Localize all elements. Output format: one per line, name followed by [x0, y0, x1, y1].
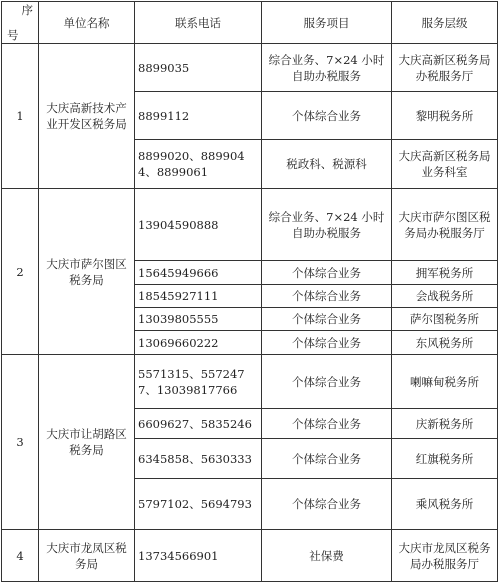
service-cell: 综合业务、7×24 小时自助办税服务 — [262, 189, 392, 261]
header-row — [2, 2, 498, 44]
table-row — [2, 189, 498, 261]
level-cell: 会战税务所 — [392, 285, 498, 308]
service-cell: 个体综合业务 — [262, 285, 392, 308]
level-cell: 大庆高新区税务局办税服务厅 — [392, 44, 498, 92]
group-index: 3 — [2, 355, 39, 530]
phone-cell: 8899020、8899044、8899061 — [135, 140, 262, 189]
tax-office-contact-table — [1, 1, 498, 582]
unit-name: 大庆高新技术产业开发区税务局 — [39, 44, 135, 189]
group-index: 2 — [2, 189, 39, 355]
phone-cell: 5797102、5694793 — [135, 479, 262, 530]
level-cell: 红旗税务所 — [392, 439, 498, 479]
phone-cell: 13039805555 — [135, 308, 262, 331]
level-cell: 大庆市萨尔图区税务局办税服务厅 — [392, 189, 498, 261]
header-level: 服务层级 — [392, 2, 498, 44]
header-service: 服务项目 — [262, 2, 392, 44]
service-cell: 个体综合业务 — [262, 331, 392, 355]
phone-cell: 13904590888 — [135, 189, 262, 261]
service-cell: 个体综合业务 — [262, 479, 392, 530]
unit-name: 大庆市萨尔图区税务局 — [39, 189, 135, 355]
service-cell: 税政科、税源科 — [262, 140, 392, 189]
group-index: 1 — [2, 44, 39, 189]
service-cell: 个体综合业务 — [262, 308, 392, 331]
level-cell: 东风税务所 — [392, 331, 498, 355]
header-phone: 联系电话 — [135, 2, 262, 44]
header-index-bottom: 号 — [7, 28, 19, 42]
phone-cell: 8899035 — [135, 44, 262, 92]
level-cell: 大庆高新区税务局业务科室 — [392, 140, 498, 189]
phone-cell: 6609627、5835246 — [135, 409, 262, 439]
service-cell: 综合业务、7×24 小时自助办税服务 — [262, 44, 392, 92]
level-cell: 庆新税务所 — [392, 409, 498, 439]
level-cell: 萨尔图税务所 — [392, 308, 498, 331]
header-index — [2, 2, 39, 44]
phone-cell: 13069660222 — [135, 331, 262, 355]
table-row — [2, 530, 498, 582]
phone-cell: 13734566901 — [135, 530, 262, 582]
service-cell: 个体综合业务 — [262, 409, 392, 439]
header-index-top: 序 — [21, 3, 33, 17]
phone-cell: 6345858、5630333 — [135, 439, 262, 479]
level-cell: 黎明税务所 — [392, 92, 498, 140]
level-cell: 大庆市龙凤区税务局办税服务厅 — [392, 530, 498, 582]
phone-cell: 15645949666 — [135, 261, 262, 285]
group-index: 4 — [2, 530, 39, 582]
unit-name: 大庆市龙凤区税务局 — [39, 530, 135, 582]
service-cell: 个体综合业务 — [262, 439, 392, 479]
phone-cell: 5571315、5572477、13039817766 — [135, 355, 262, 409]
phone-cell: 8899112 — [135, 92, 262, 140]
service-cell: 个体综合业务 — [262, 261, 392, 285]
unit-name: 大庆市让胡路区税务局 — [39, 355, 135, 530]
service-cell: 社保费 — [262, 530, 392, 582]
level-cell: 拥军税务所 — [392, 261, 498, 285]
level-cell: 乘风税务所 — [392, 479, 498, 530]
service-cell: 个体综合业务 — [262, 92, 392, 140]
service-cell: 个体综合业务 — [262, 355, 392, 409]
header-unit: 单位名称 — [39, 2, 135, 44]
level-cell: 喇嘛甸税务所 — [392, 355, 498, 409]
table-row — [2, 355, 498, 409]
table-row — [2, 44, 498, 92]
phone-cell: 18545927111 — [135, 285, 262, 308]
